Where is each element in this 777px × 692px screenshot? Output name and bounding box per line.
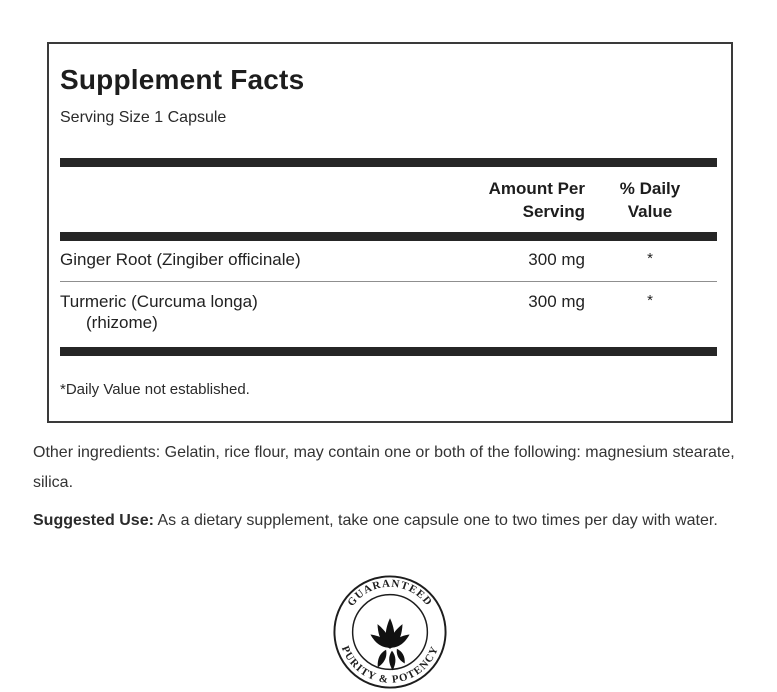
purity-potency-seal [331,573,449,691]
seal-bottom-text: PURITY & POTENCY [338,644,442,686]
seal-top-text: GUARANTEED [345,577,435,609]
suggested-use-text [33,506,749,536]
ingredient-amount: 300 mg [528,250,585,269]
ingredient-daily-value: * [647,292,653,309]
thick-divider-header [60,232,717,241]
ingredient-daily-value: * [647,250,653,267]
thick-divider-top [60,158,717,167]
column-header-daily-value: % Daily Value [619,179,681,221]
ingredient-amount: 300 mg [528,292,585,311]
serving-size: Serving Size 1 Capsule [60,109,227,126]
daily-value-footnote: *Daily Value not established. [60,381,250,398]
column-header-amount-per-serving: Amount Per Serving [488,179,585,221]
other-ingredients-text: Other ingredients: Gelatin, rice flour, may contain one or both of the following: magnesium stearate, silica. [33,444,735,491]
row-divider [60,281,717,282]
suggested-use-label: Suggested Use: [33,512,154,529]
ingredient-name: Turmeric (Curcuma longa) [60,292,258,311]
panel-title: Supplement Facts [60,64,305,95]
ingredient-name-part: (rhizome) [86,313,158,332]
supplement-facts-panel [47,42,733,423]
ingredient-name: Ginger Root (Zingiber officinale) [60,250,301,269]
thick-divider-bottom [60,347,717,356]
suggested-use-body: As a dietary supplement, take one capsule one to two times per day with water. [157,512,718,529]
